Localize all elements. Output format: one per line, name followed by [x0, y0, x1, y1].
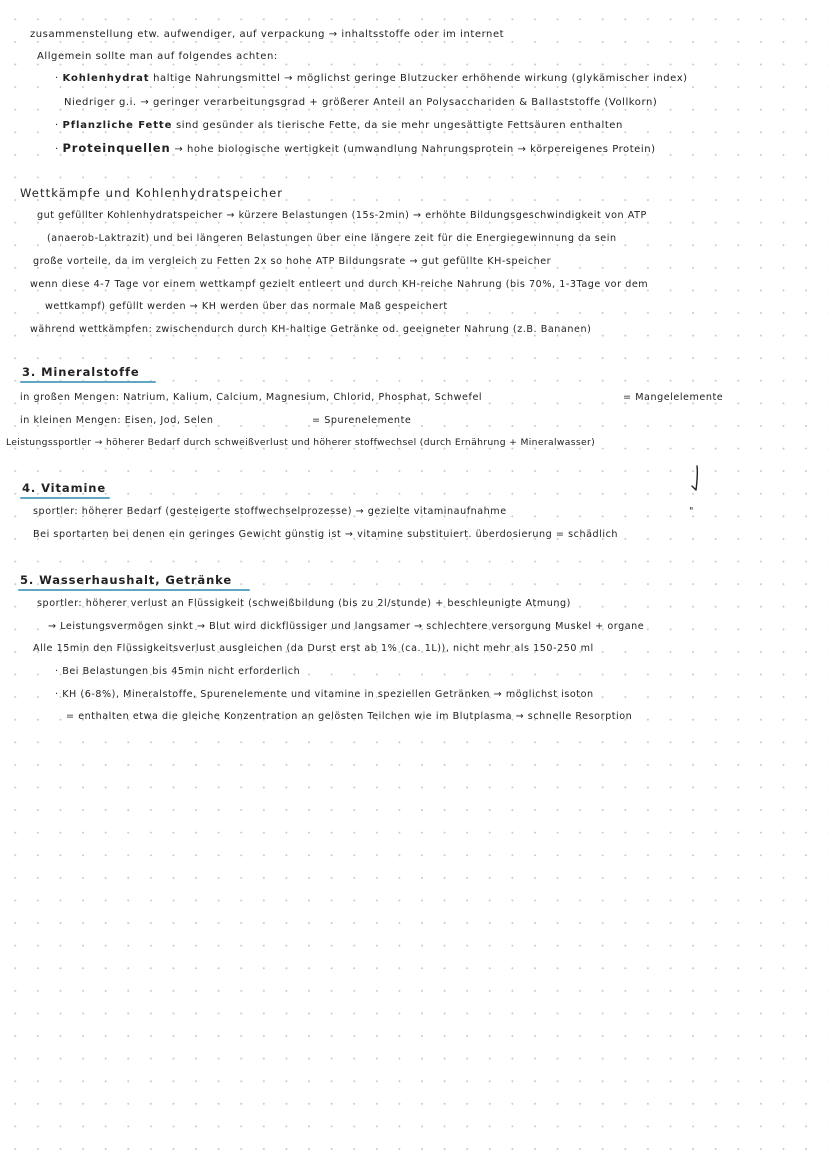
mineral-line-1: in großen Mengen: Natrium, Kalium, Calcium, Magnesium, Chlorid, Phosphat, Schwefel: [20, 392, 483, 403]
section-5-underline: [18, 589, 250, 591]
wk-line-3: große vorteile, da im vergleich zu Fetten 2x so hohe ATP Bildungsrate → gut gefüllte KH-speicher: [33, 256, 552, 267]
down-arrow-icon: [691, 464, 701, 494]
bullet-kohlenhydrat-bold: Kohlenhydrat: [62, 73, 150, 84]
wasser-bullet-2: · KH (6-8%), Mineralstoffe, Spurenelemente und vitamine in speziellen Getränken → möglichst isoton: [55, 689, 594, 700]
bullet-pflanzliche-fette: · Pflanzliche Fette sind gesünder als tierische Fette, da sie mehr ungesättigte Fettsäuren enthalten: [55, 120, 623, 131]
wk-line-4: wenn diese 4-7 Tage vor einem wettkampf gezielt entleert und durch KH-reiche Nahrung (bis 70%, 1-3Tage vor dem: [30, 279, 649, 290]
intro-line-2: Allgemein sollte man auf folgendes achten:: [37, 51, 278, 62]
intro-line-1: zusammenstellung etw. aufwendiger, auf verpackung → inhaltsstoffe oder im internet: [30, 29, 505, 40]
bullet-protein-bold: Proteinquellen: [62, 141, 171, 155]
mineral-line-2: in kleinen Mengen: Eisen, Jod, Selen: [20, 415, 214, 426]
section-4-underline: [20, 497, 110, 499]
bullet-kohlenhydrat-text: haltige Nahrungsmittel → möglichst geringe Blutzucker erhöhende wirkung (glykämischer index): [149, 73, 688, 84]
vitamine-ditto-mark: ": [689, 506, 694, 517]
section-3-title: 3. Mineralstoffe: [22, 365, 140, 379]
bullet-fette-text: sind gesünder als tierische Fette, da sie mehr ungesättigte Fettsäuren enthalten: [172, 120, 623, 131]
wasser-line-1: sportler: höherer verlust an Flüssigkeit (schweißbildung (bis zu 2l/stunde) + beschleunigte Atmung): [37, 598, 571, 609]
section-3-underline: [20, 381, 156, 383]
section-wettkaempfe-title: Wettkämpfe und Kohlenhydratspeicher: [20, 186, 284, 200]
wk-line-6: während wettkämpfen: zwischendurch durch KH-haltige Getränke od. geeigneter Nahrung (z.B. Bananen): [30, 324, 592, 335]
wk-line-1: gut gefüllter Kohlenhydratspeicher → kürzere Belastungen (15s-2min) → erhöhte Bildungsgeschwindigkeit von ATP: [37, 210, 647, 221]
vitamine-line-1: sportler: höherer Bedarf (gesteigerte stoffwechselprozesse) → gezielte vitaminaufnahme: [33, 506, 507, 517]
wasser-line-2: → Leistungsvermögen sinkt → Blut wird dickflüssiger und langsamer → schlechtere versorgung Muskel + organe: [48, 621, 645, 632]
mineral-spurenelemente: = Spurenelemente: [312, 415, 412, 426]
bullet-proteinquellen: · Proteinquellen → hohe biologische wertigkeit (umwandlung Nahrungsprotein → körpereigenes Protein): [55, 141, 656, 155]
mineral-mangelelemente: = Mangelelemente: [623, 392, 724, 403]
bullet-kohlenhydrat: · Kohlenhydrat haltige Nahrungsmittel → möglichst geringe Blutzucker erhöhende wirkung (glykämischer index): [55, 73, 688, 84]
section-4-title: 4. Vitamine: [22, 481, 107, 495]
wasser-line-6: = enthalten etwa die gleiche Konzentration an gelösten Teilchen wie im Blutplasma → schnelle Resorption: [66, 711, 633, 722]
wk-line-2: (anaerob-Laktrazit) und bei längeren Belastungen über eine längere zeit für die Energiegewinnung da sein: [47, 233, 617, 244]
wasser-line-3: Alle 15min den Flüssigkeitsverlust ausgleichen (da Durst erst ab 1% (ca. 1L)), nicht mehr als 150-250 ml: [33, 643, 594, 654]
vitamine-line-2: Bei sportarten bei denen ein geringes Gewicht günstig ist → vitamine substituiert. überdosierung = schädlich: [33, 529, 619, 540]
wk-line-5: wettkampf) gefüllt werden → KH werden über das normale Maß gespeichert: [45, 301, 448, 312]
bullet-kohlenhydrat-sub: Niedriger g.i. → geringer verarbeitungsgrad + größerer Anteil an Polysacchariden & Ballaststoffe (Vollkorn): [64, 97, 658, 108]
bullet-protein-text: → hohe biologische wertigkeit (umwandlung Nahrungsprotein → körpereigenes Protein): [170, 144, 656, 155]
wasser-bullet-1: · Bei Belastungen bis 45min nicht erforderlich: [55, 666, 301, 677]
bullet-fette-bold: Pflanzliche Fette: [62, 120, 173, 131]
section-5-title: 5. Wasserhaushalt, Getränke: [20, 573, 233, 587]
mineral-line-3: Leistungssportler → höherer Bedarf durch schweißverlust und höherer stoffwechsel (durch Ernährung + Mineralwasser): [6, 437, 596, 448]
